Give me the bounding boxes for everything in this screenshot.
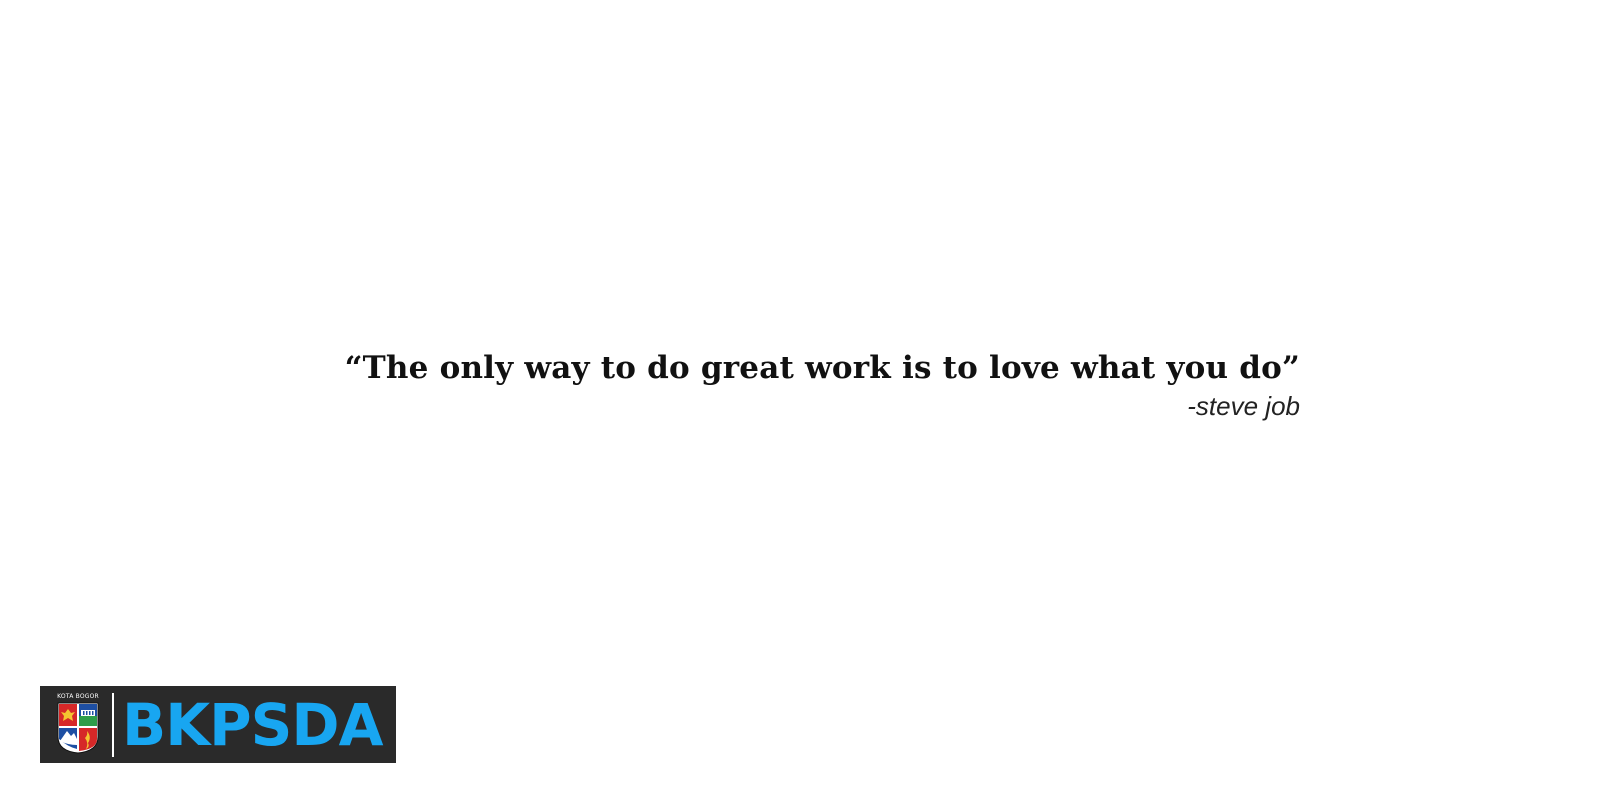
bkpsda-logo — [40, 686, 396, 763]
quote-block — [345, 350, 1300, 422]
quote-text: “The only way to do great work is to love what you do” — [344, 350, 1300, 386]
city-crest-icon — [56, 701, 100, 755]
logo-wordmark: BKPSDA — [122, 690, 383, 759]
logo-divider — [112, 693, 114, 757]
kota-bogor-emblem — [50, 693, 106, 757]
emblem-caption: KOTA BOGOR — [57, 692, 99, 700]
quote-author: -steve job — [1187, 391, 1300, 422]
